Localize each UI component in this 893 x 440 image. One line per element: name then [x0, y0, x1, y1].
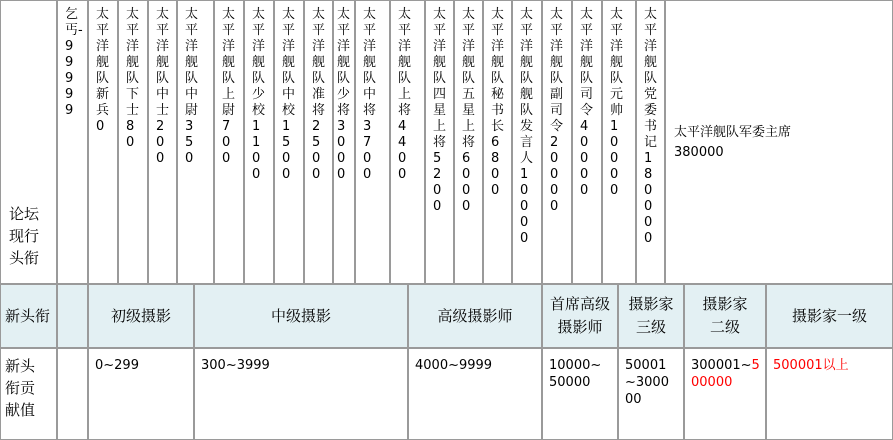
rank-cell [355, 0, 390, 284]
rank-cell [602, 0, 636, 284]
label-cell-current-titles [0, 0, 57, 284]
value-cell-junior [88, 348, 194, 440]
rank-text: 太平洋舰队新兵0 [96, 7, 110, 134]
title-text: 初级摄影 [110, 306, 171, 325]
value-cell-senior [408, 348, 542, 440]
value-text-red: 500000 [691, 358, 760, 390]
new-title-label-cell [0, 284, 57, 348]
rank-text: 太平洋舰队少校1100 [252, 7, 266, 182]
title-cell-junior [88, 284, 194, 348]
title-cell-photographer-2 [684, 284, 766, 348]
title-text: 摄影家三级 [628, 295, 674, 336]
title-text: 首席高级摄影师 [549, 295, 610, 336]
title-text: 摄影家一级 [791, 306, 867, 325]
rank-text: 太平洋舰队司令40000 [580, 7, 594, 198]
rank-text: 太平洋舰队中尉350 [185, 7, 199, 166]
value-text: 300~3999 [201, 358, 270, 373]
value-text: 10000~50000 [549, 358, 602, 390]
last-rank-block [674, 123, 791, 163]
rank-cell [118, 0, 148, 284]
value-cell-photographer-1 [766, 348, 893, 440]
value-text-red: 500001以上 [773, 358, 849, 373]
rank-text: 太平洋舰队上将4400 [398, 7, 412, 182]
contribution-label: 新头衔贡献值 [5, 357, 36, 419]
value-cell-intermediate [194, 348, 408, 440]
value-text: 50001~300000 [625, 358, 669, 407]
title-cell-intermediate [194, 284, 408, 348]
rank-text: 乞丐-99999 [65, 7, 83, 118]
title-cell-senior [408, 284, 542, 348]
rank-text: 太平洋舰队秘书长6800 [491, 7, 505, 198]
value-text: 4000~9999 [415, 358, 493, 373]
last-rank-title: 太平洋舰队军委主席 [674, 125, 792, 140]
title-text: 高级摄影师 [437, 306, 513, 325]
rank-text: 太平洋舰队四星上将5200 [433, 7, 447, 214]
rank-cell [177, 0, 214, 284]
title-cell-chief [542, 284, 618, 348]
new-title-label: 新头衔 [5, 306, 51, 325]
rank-cell [390, 0, 425, 284]
last-rank-value: 380000 [674, 145, 724, 160]
rank-text: 太平洋舰队上尉700 [222, 7, 236, 166]
value-text: 0~299 [95, 358, 139, 373]
rank-text: 太平洋舰队下士80 [126, 7, 140, 150]
rank-text: 太平洋舰队五星上将6000 [462, 7, 476, 214]
rank-cell [542, 0, 572, 284]
rank-cell-last [665, 0, 893, 284]
title-cell-photographer-3 [618, 284, 684, 348]
value-cell-photographer-2 [684, 348, 766, 440]
rank-cell [274, 0, 304, 284]
value-cell-chief [542, 348, 618, 440]
title-text: 中级摄影 [270, 306, 331, 325]
rank-cell [636, 0, 665, 284]
value-cell-photographer-3 [618, 348, 684, 440]
rank-cell [214, 0, 244, 284]
rank-cell [572, 0, 602, 284]
rank-cell [57, 0, 88, 284]
value-spacer-cell [57, 348, 88, 440]
rank-text: 太平洋舰队中将3700 [363, 7, 377, 182]
rank-text: 太平洋舰队少将3000 [337, 7, 351, 182]
value-text-split [691, 357, 761, 391]
rank-text: 太平洋舰队党委书记180000 [644, 7, 658, 246]
current-titles-label: 论坛现行头衔 [9, 205, 40, 267]
rank-cell [148, 0, 177, 284]
contribution-label-cell [0, 348, 57, 440]
rank-cell [425, 0, 454, 284]
rank-cell [333, 0, 355, 284]
rank-text: 太平洋舰队中士200 [156, 7, 170, 166]
rank-cell [512, 0, 542, 284]
rank-cell [88, 0, 118, 284]
rank-text: 太平洋舰队中校1500 [282, 7, 296, 182]
rank-text: 太平洋舰队元帅10000 [610, 7, 624, 198]
value-text-black: 300001~ [691, 358, 752, 373]
rank-text: 太平洋舰队舰队发言人10000 [520, 7, 534, 246]
rank-text: 太平洋舰队副司令20000 [550, 7, 564, 214]
title-cell-photographer-1 [766, 284, 893, 348]
rank-cell [454, 0, 483, 284]
rank-text: 太平洋舰队准将2500 [312, 7, 326, 182]
rank-cell [244, 0, 274, 284]
rank-cell [483, 0, 512, 284]
rank-cell [304, 0, 333, 284]
title-text: 摄影家二级 [702, 295, 748, 336]
header-spacer-cell [57, 284, 88, 348]
